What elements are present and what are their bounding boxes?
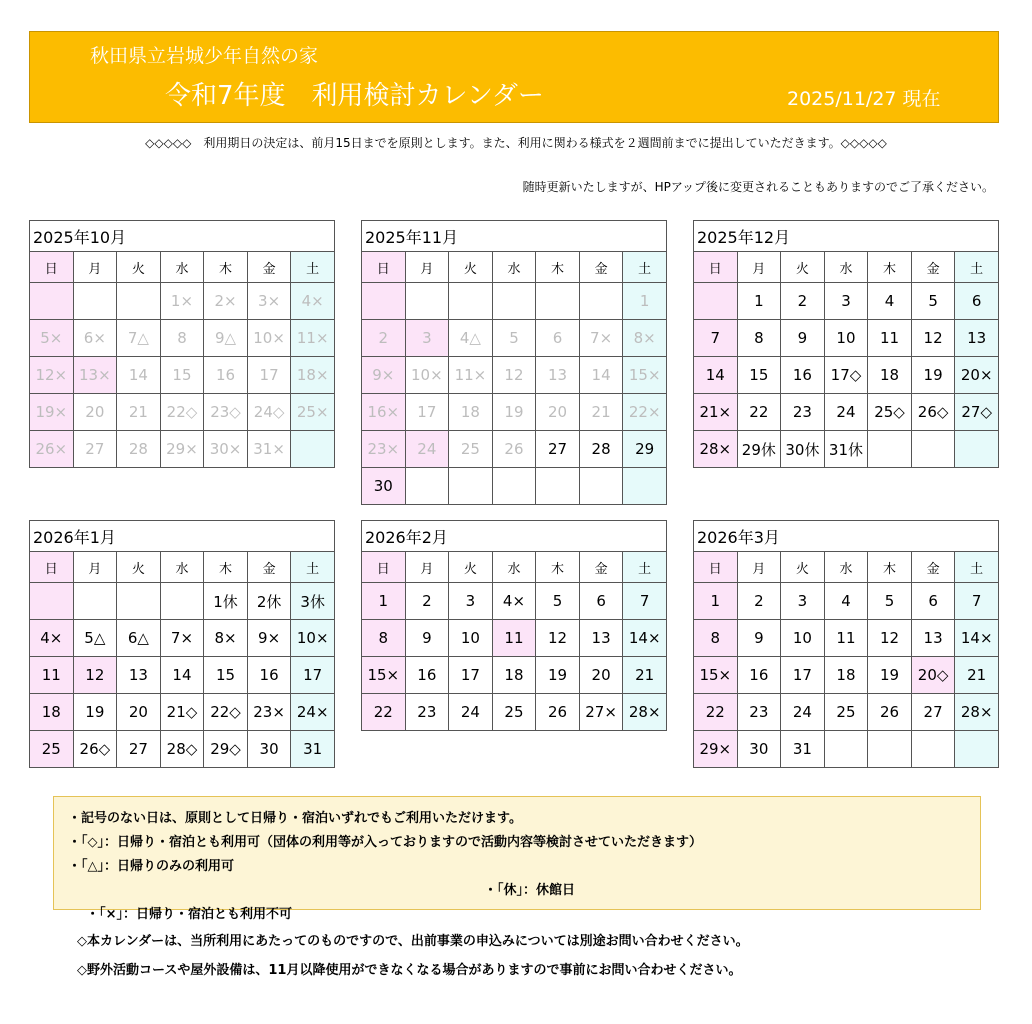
day-cell: 23×: [362, 431, 406, 468]
day-cell: 8: [160, 320, 204, 357]
day-cell: 30×: [204, 431, 248, 468]
weekday-header: 日: [30, 552, 74, 583]
weekday-header: 水: [824, 252, 868, 283]
weekday-header: 金: [247, 552, 291, 583]
day-cell: 22×: [623, 394, 667, 431]
day-cell: 3: [449, 583, 493, 620]
day-cell: 18: [30, 694, 74, 731]
day-cell: 20: [536, 394, 580, 431]
weekday-header: 土: [291, 552, 335, 583]
day-cell: 17: [449, 657, 493, 694]
day-cell: 12: [868, 620, 912, 657]
weekday-header: 土: [291, 252, 335, 283]
empty-cell: [492, 468, 536, 505]
day-cell: 8: [362, 620, 406, 657]
day-cell: 4×: [30, 620, 74, 657]
day-cell: 3: [781, 583, 825, 620]
day-cell: 6×: [73, 320, 117, 357]
day-cell: 14: [160, 657, 204, 694]
weekday-header: 月: [737, 552, 781, 583]
day-cell: 31休: [824, 431, 868, 468]
day-cell: 7×: [579, 320, 623, 357]
weekday-header: 日: [694, 252, 738, 283]
empty-cell: [117, 283, 161, 320]
day-cell: 16: [405, 657, 449, 694]
empty-cell: [160, 583, 204, 620]
day-cell: 26×: [30, 431, 74, 468]
weekday-header: 火: [449, 552, 493, 583]
day-cell: 19×: [30, 394, 74, 431]
empty-cell: [449, 283, 493, 320]
legend-no-mark: ・記号のない日は、原則として日帰り・宿泊いずれでもご利用いただけます。: [68, 811, 522, 826]
weekday-header: 木: [204, 252, 248, 283]
day-cell: 18×: [291, 357, 335, 394]
day-cell: 13: [911, 620, 955, 657]
day-cell: 17: [781, 657, 825, 694]
day-cell: 28×: [623, 694, 667, 731]
day-cell: 16: [204, 357, 248, 394]
page-title: 令和7年度 利用検討カレンダー: [165, 81, 544, 111]
day-cell: 1×: [160, 283, 204, 320]
day-cell: 29×: [160, 431, 204, 468]
day-cell: 8×: [623, 320, 667, 357]
day-cell: 25: [449, 431, 493, 468]
day-cell: 25◇: [868, 394, 912, 431]
day-cell: 16: [737, 657, 781, 694]
empty-cell: [536, 283, 580, 320]
day-cell: 1: [623, 283, 667, 320]
day-cell: 21×: [694, 394, 738, 431]
day-cell: 17: [405, 394, 449, 431]
day-cell: 4×: [291, 283, 335, 320]
day-cell: 5: [868, 583, 912, 620]
day-cell: 4△: [449, 320, 493, 357]
day-cell: 30: [362, 468, 406, 505]
day-cell: 1: [694, 583, 738, 620]
day-cell: 22◇: [204, 694, 248, 731]
month-calendar: [361, 520, 667, 731]
empty-cell: [30, 283, 74, 320]
month-calendar: [693, 220, 999, 468]
day-cell: 15: [204, 657, 248, 694]
day-cell: 12: [911, 320, 955, 357]
day-cell: 13: [579, 620, 623, 657]
day-cell: 21: [955, 657, 999, 694]
legend-cross: ・「×」：日帰り・宿泊とも利用不可: [86, 907, 293, 922]
weekday-header: 木: [204, 552, 248, 583]
empty-cell: [911, 431, 955, 468]
day-cell: 31×: [247, 431, 291, 468]
day-cell: 24: [449, 694, 493, 731]
day-cell: 4: [824, 583, 868, 620]
day-cell: 14: [117, 357, 161, 394]
day-cell: 20: [579, 657, 623, 694]
weekday-header: 日: [30, 252, 74, 283]
day-cell: 21: [623, 657, 667, 694]
day-cell: 20: [117, 694, 161, 731]
day-cell: 25: [824, 694, 868, 731]
day-cell: 9: [405, 620, 449, 657]
day-cell: 24◇: [247, 394, 291, 431]
day-cell: 27: [911, 694, 955, 731]
empty-cell: [868, 731, 912, 768]
empty-cell: [623, 468, 667, 505]
day-cell: 23×: [247, 694, 291, 731]
day-cell: 19: [868, 657, 912, 694]
day-cell: 24: [405, 431, 449, 468]
day-cell: 7: [694, 320, 738, 357]
day-cell: 14×: [623, 620, 667, 657]
day-cell: 29: [623, 431, 667, 468]
day-cell: 30: [737, 731, 781, 768]
day-cell: 25: [492, 694, 536, 731]
decision-notice: ◇◇◇◇◇ 利用期日の決定は、前月15日までを原則とします。また、利用に関わる様式を２週間前までに提出していただきます。◇◇◇◇◇: [145, 136, 887, 150]
weekday-header: 土: [955, 252, 999, 283]
month-title: 2026年2月: [362, 521, 667, 552]
weekday-header: 水: [492, 252, 536, 283]
day-cell: 30: [247, 731, 291, 768]
weekday-header: 日: [362, 252, 406, 283]
day-cell: 28×: [694, 431, 738, 468]
day-cell: 17◇: [824, 357, 868, 394]
day-cell: 27: [73, 431, 117, 468]
legend-closed: ・「休」：休館日: [484, 883, 576, 898]
day-cell: 12×: [30, 357, 74, 394]
day-cell: 8×: [204, 620, 248, 657]
day-cell: 15×: [694, 657, 738, 694]
day-cell: 20: [73, 394, 117, 431]
day-cell: 4: [868, 283, 912, 320]
day-cell: 13: [955, 320, 999, 357]
day-cell: 11: [492, 620, 536, 657]
day-cell: 9: [737, 620, 781, 657]
weekday-header: 土: [623, 252, 667, 283]
month-calendar: [29, 220, 335, 468]
weekday-header: 火: [781, 552, 825, 583]
weekday-header: 日: [362, 552, 406, 583]
weekday-header: 土: [623, 552, 667, 583]
day-cell: 2: [781, 283, 825, 320]
day-cell: 2: [362, 320, 406, 357]
weekday-header: 月: [737, 252, 781, 283]
empty-cell: [117, 583, 161, 620]
day-cell: 28◇: [160, 731, 204, 768]
weekday-header: 木: [868, 252, 912, 283]
day-cell: 11: [868, 320, 912, 357]
day-cell: 28×: [955, 694, 999, 731]
weekday-header: 木: [868, 552, 912, 583]
weekday-header: 火: [449, 252, 493, 283]
day-cell: 14: [694, 357, 738, 394]
day-cell: 29×: [694, 731, 738, 768]
empty-cell: [579, 468, 623, 505]
day-cell: 6: [536, 320, 580, 357]
day-cell: 16: [781, 357, 825, 394]
day-cell: 5△: [73, 620, 117, 657]
day-cell: 12: [536, 620, 580, 657]
day-cell: 27: [536, 431, 580, 468]
day-cell: 29休: [737, 431, 781, 468]
empty-cell: [362, 283, 406, 320]
day-cell: 26◇: [911, 394, 955, 431]
weekday-header: 木: [536, 252, 580, 283]
day-cell: 25×: [291, 394, 335, 431]
day-cell: 26: [536, 694, 580, 731]
day-cell: 6: [955, 283, 999, 320]
day-cell: 24×: [291, 694, 335, 731]
month-title: 2025年10月: [30, 221, 335, 252]
day-cell: 10: [824, 320, 868, 357]
day-cell: 21◇: [160, 694, 204, 731]
day-cell: 8: [737, 320, 781, 357]
day-cell: 4×: [492, 583, 536, 620]
day-cell: 3: [405, 320, 449, 357]
month-title: 2025年12月: [694, 221, 999, 252]
day-cell: 6: [911, 583, 955, 620]
day-cell: 21: [117, 394, 161, 431]
weekday-header: 月: [405, 552, 449, 583]
legend-box: [53, 796, 981, 922]
day-cell: 17: [247, 357, 291, 394]
day-cell: 27: [117, 731, 161, 768]
empty-cell: [492, 283, 536, 320]
day-cell: 23◇: [204, 394, 248, 431]
weekday-header: 金: [579, 252, 623, 283]
day-cell: 12: [492, 357, 536, 394]
month-title: 2026年3月: [694, 521, 999, 552]
day-cell: 19: [73, 694, 117, 731]
empty-cell: [868, 431, 912, 468]
weekday-header: 木: [536, 552, 580, 583]
day-cell: 7: [955, 583, 999, 620]
day-cell: 15: [160, 357, 204, 394]
empty-cell: [73, 583, 117, 620]
day-cell: 19: [911, 357, 955, 394]
day-cell: 24: [781, 694, 825, 731]
month-calendar: [361, 220, 667, 505]
legend-cross-row: [68, 879, 980, 922]
day-cell: 31: [291, 731, 335, 768]
weekday-header: 日: [694, 552, 738, 583]
empty-cell: [405, 468, 449, 505]
day-cell: 2: [737, 583, 781, 620]
day-cell: 12: [73, 657, 117, 694]
day-cell: 23: [405, 694, 449, 731]
day-cell: 16: [247, 657, 291, 694]
update-note: 随時更新いたしますが、HPアップ後に変更されることもありますのでご了承ください。: [522, 180, 994, 194]
day-cell: 13×: [73, 357, 117, 394]
month-title: 2026年1月: [30, 521, 335, 552]
day-cell: 24: [824, 394, 868, 431]
day-cell: 29◇: [204, 731, 248, 768]
day-cell: 6: [579, 583, 623, 620]
day-cell: 5: [492, 320, 536, 357]
weekday-header: 金: [911, 552, 955, 583]
weekday-header: 月: [73, 552, 117, 583]
day-cell: 10: [781, 620, 825, 657]
day-cell: 1: [737, 283, 781, 320]
day-cell: 3休: [291, 583, 335, 620]
weekday-header: 月: [405, 252, 449, 283]
day-cell: 5: [911, 283, 955, 320]
day-cell: 10×: [247, 320, 291, 357]
day-cell: 2×: [204, 283, 248, 320]
day-cell: 21: [579, 394, 623, 431]
day-cell: 7×: [160, 620, 204, 657]
day-cell: 27×: [579, 694, 623, 731]
empty-cell: [405, 283, 449, 320]
day-cell: 18: [449, 394, 493, 431]
day-cell: 27◇: [955, 394, 999, 431]
header-banner: [29, 31, 999, 123]
weekday-header: 水: [824, 552, 868, 583]
month-calendar: [693, 520, 999, 768]
as-of-date: 2025/11/27 現在: [787, 88, 941, 110]
day-cell: 28: [579, 431, 623, 468]
day-cell: 7△: [117, 320, 161, 357]
month-calendar: [29, 520, 335, 768]
footer-note-2: ◇野外活動コースや屋外設備は、11月以降使用ができなくなる場合がありますので事前にお問い合わせください。: [77, 963, 742, 978]
weekday-header: 土: [955, 552, 999, 583]
empty-cell: [694, 283, 738, 320]
weekday-header: 水: [160, 552, 204, 583]
day-cell: 11×: [449, 357, 493, 394]
day-cell: 10×: [291, 620, 335, 657]
day-cell: 14: [579, 357, 623, 394]
day-cell: 2: [405, 583, 449, 620]
empty-cell: [449, 468, 493, 505]
empty-cell: [291, 431, 335, 468]
empty-cell: [955, 431, 999, 468]
weekday-header: 金: [247, 252, 291, 283]
day-cell: 7: [623, 583, 667, 620]
day-cell: 23: [737, 694, 781, 731]
day-cell: 9: [781, 320, 825, 357]
month-title: 2025年11月: [362, 221, 667, 252]
day-cell: 28: [117, 431, 161, 468]
empty-cell: [73, 283, 117, 320]
day-cell: 15: [737, 357, 781, 394]
weekday-header: 月: [73, 252, 117, 283]
day-cell: 13: [117, 657, 161, 694]
org-name: 秋田県立岩城少年自然の家: [90, 45, 319, 67]
day-cell: 5×: [30, 320, 74, 357]
day-cell: 5: [536, 583, 580, 620]
weekday-header: 火: [117, 552, 161, 583]
day-cell: 22: [694, 694, 738, 731]
weekday-header: 金: [579, 552, 623, 583]
day-cell: 26◇: [73, 731, 117, 768]
day-cell: 19: [492, 394, 536, 431]
day-cell: 20◇: [911, 657, 955, 694]
empty-cell: [911, 731, 955, 768]
day-cell: 3: [824, 283, 868, 320]
day-cell: 9×: [247, 620, 291, 657]
day-cell: 11×: [291, 320, 335, 357]
day-cell: 9△: [204, 320, 248, 357]
day-cell: 25: [30, 731, 74, 768]
day-cell: 31: [781, 731, 825, 768]
day-cell: 11: [30, 657, 74, 694]
day-cell: 18: [492, 657, 536, 694]
day-cell: 19: [536, 657, 580, 694]
day-cell: 26: [492, 431, 536, 468]
weekday-header: 金: [911, 252, 955, 283]
day-cell: 14×: [955, 620, 999, 657]
day-cell: 15×: [623, 357, 667, 394]
day-cell: 17: [291, 657, 335, 694]
day-cell: 15×: [362, 657, 406, 694]
day-cell: 18: [868, 357, 912, 394]
day-cell: 26: [868, 694, 912, 731]
weekday-header: 水: [492, 552, 536, 583]
day-cell: 16×: [362, 394, 406, 431]
day-cell: 23: [781, 394, 825, 431]
day-cell: 1休: [204, 583, 248, 620]
footer-note-1: ◇本カレンダーは、当所利用にあたってのものですので、出前事業の申込みについては別途お問い合わせください。: [77, 934, 749, 949]
empty-cell: [30, 583, 74, 620]
day-cell: 3×: [247, 283, 291, 320]
weekday-header: 火: [781, 252, 825, 283]
day-cell: 6△: [117, 620, 161, 657]
day-cell: 22: [362, 694, 406, 731]
day-cell: 10: [449, 620, 493, 657]
day-cell: 18: [824, 657, 868, 694]
day-cell: 2休: [247, 583, 291, 620]
day-cell: 22: [737, 394, 781, 431]
day-cell: 9×: [362, 357, 406, 394]
day-cell: 20×: [955, 357, 999, 394]
day-cell: 11: [824, 620, 868, 657]
empty-cell: [579, 283, 623, 320]
day-cell: 8: [694, 620, 738, 657]
empty-cell: [955, 731, 999, 768]
empty-cell: [536, 468, 580, 505]
day-cell: 13: [536, 357, 580, 394]
weekday-header: 火: [117, 252, 161, 283]
day-cell: 30休: [781, 431, 825, 468]
legend-triangle: ・「△」：日帰りのみの利用可: [68, 859, 234, 874]
day-cell: 22◇: [160, 394, 204, 431]
weekday-header: 水: [160, 252, 204, 283]
day-cell: 1: [362, 583, 406, 620]
day-cell: 10×: [405, 357, 449, 394]
empty-cell: [824, 731, 868, 768]
legend-diamond: ・「◇」：日帰り・宿泊とも利用可（団体の利用等が入っておりますので活動内容等検討させていただきます）: [68, 835, 702, 850]
